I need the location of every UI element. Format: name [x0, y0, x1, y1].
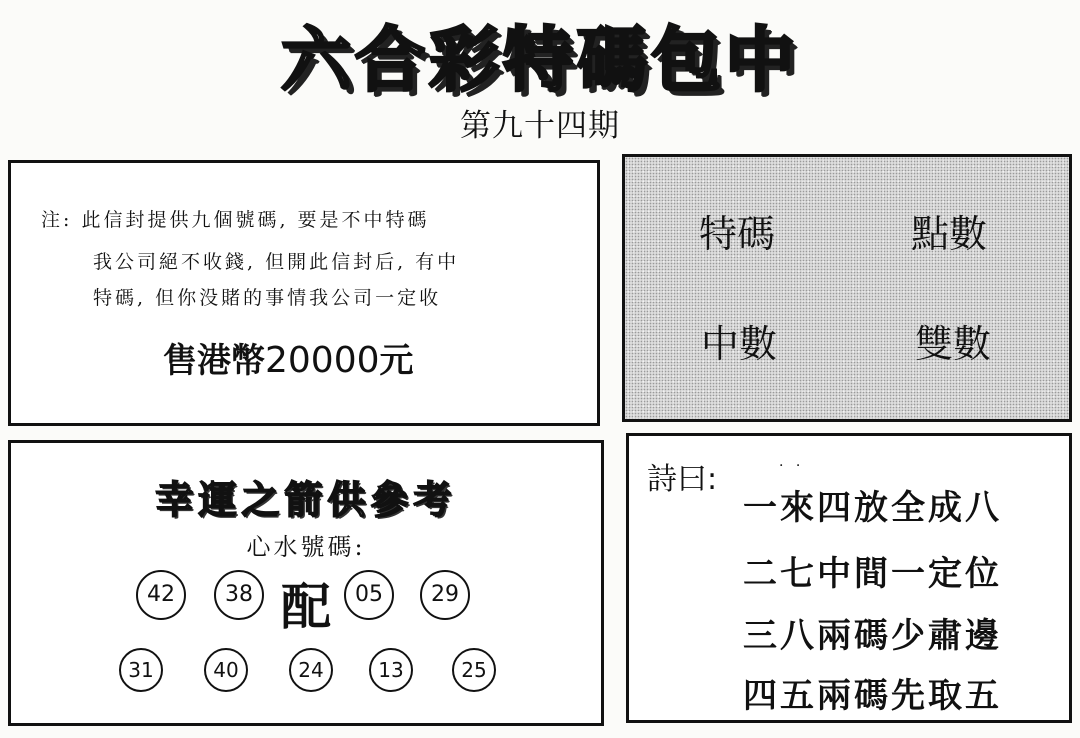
price-prefix: 售港幣	[163, 341, 265, 381]
label-middle-number: 中數	[701, 322, 778, 366]
price	[163, 333, 414, 382]
notice-box	[8, 160, 600, 426]
price-amount: 20000	[265, 340, 380, 381]
page-title: 六合彩特碼包中	[281, 18, 799, 101]
issue-number: 第九十四期	[460, 108, 620, 144]
price-unit: 元	[379, 341, 414, 381]
notice-line: 注: 此信封提供九個號碼, 要是不中特碼	[41, 209, 430, 231]
notice-line: 特碼, 但你没賭的事情我公司一定收	[93, 287, 442, 309]
label-even-number: 雙數	[915, 322, 992, 366]
poem-verse: 二七中間一定位	[743, 554, 1002, 594]
lucky-box	[8, 440, 604, 726]
pair-label: 配	[281, 577, 331, 636]
poem-box	[626, 433, 1072, 723]
number-ball: 38	[214, 570, 264, 620]
number-ball: 25	[452, 648, 496, 692]
poem-verse: 一來四放全成八	[743, 488, 1002, 528]
number-ball: 13	[369, 648, 413, 692]
notice-line: 我公司絕不收錢, 但開此信封后, 有中	[93, 251, 460, 273]
lucky-title: 幸運之箭供參考	[155, 477, 457, 522]
number-ball: 42	[136, 570, 186, 620]
poem-heading: 詩曰:	[647, 462, 718, 497]
label-special-number: 特碼	[699, 212, 776, 256]
poem-verse: 四五兩碼先取五	[743, 676, 1002, 716]
poem-verse: 三八兩碼少肅邊	[743, 616, 1002, 656]
poem-dots: · ·	[779, 458, 805, 474]
number-ball: 24	[289, 648, 333, 692]
points-box	[622, 154, 1072, 422]
lucky-subtitle: 心水號碼:	[246, 533, 366, 561]
number-ball: 29	[420, 570, 470, 620]
label-points: 點數	[911, 212, 988, 256]
number-ball: 31	[119, 648, 163, 692]
number-ball: 40	[204, 648, 248, 692]
number-ball: 05	[344, 570, 394, 620]
